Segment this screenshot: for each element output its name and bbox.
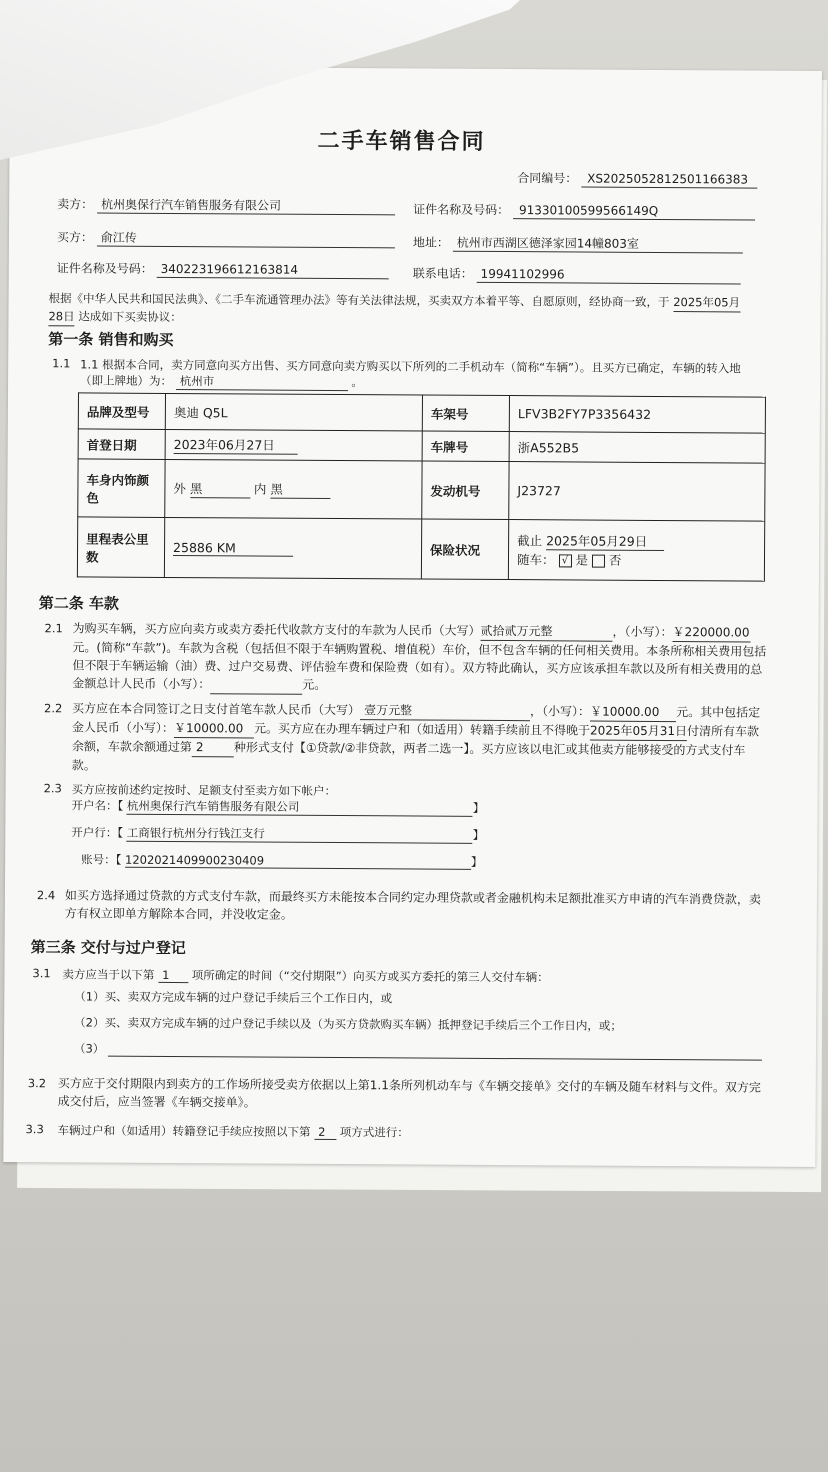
bracket: 】 xyxy=(472,827,485,842)
insurance-until xyxy=(517,531,756,551)
bracket: 】 xyxy=(472,800,485,815)
down-payment-uppercase: 壹万元整 xyxy=(360,701,530,721)
address-row xyxy=(413,234,743,253)
insurance-follow xyxy=(517,550,756,569)
seller-id-row xyxy=(413,201,755,220)
price-lowercase: ￥220000.00 xyxy=(673,623,751,642)
mileage-label: 里程表公里数 xyxy=(77,517,164,578)
account-bank: 工商银行杭州分行钱江支行 xyxy=(127,825,473,844)
article-3-heading: 第三条 交付与过户登记 xyxy=(30,938,186,958)
plate-label: 车牌号 xyxy=(422,431,509,462)
seller-id-value: 91330100599566149Q xyxy=(513,202,755,220)
delivery-option-3 xyxy=(74,1040,762,1060)
destination-period: 。 xyxy=(351,375,363,390)
phone-row xyxy=(413,265,741,284)
buyer-label: 买方： xyxy=(56,230,94,245)
seller-value: 杭州奥保行汽车销售服务有限公司 xyxy=(97,197,395,216)
table-row xyxy=(78,459,765,521)
phone-value: 19941102996 xyxy=(477,266,741,285)
clause-2-4-number: 2.4 xyxy=(36,888,56,903)
vin-value: LFV3B2FY7P3356432 xyxy=(509,396,765,434)
account-number-label: 账号：【 xyxy=(81,852,122,867)
interior-value: 黑 xyxy=(270,480,330,499)
checkbox-no xyxy=(592,555,605,568)
clause-2-2-d: 元。买方应在办理车辆过户和（如适用）转籍手续前且不得晚于 xyxy=(253,721,591,738)
reg-date-cell xyxy=(165,429,422,461)
buyer-row xyxy=(57,229,395,248)
clause-2-4: 如买方选择通过贷款的方式支付车款，而最终买方未能按本合同约定办理贷款或者金融机构未足额批准买方申请的汽车消费贷款，卖方有权立即单方解除本合同，并没收定金。 xyxy=(64,888,761,922)
preamble-date: 2025年05月 xyxy=(673,294,740,312)
destination-city: 杭州市 xyxy=(176,373,348,391)
clause-3-1-text xyxy=(62,966,548,985)
clause-3-3-number: 3.3 xyxy=(25,1122,44,1137)
account-name-row xyxy=(71,797,484,817)
clause-2-2-number: 2.2 xyxy=(44,701,63,716)
account-bank-row xyxy=(71,824,484,844)
buyer-value: 俞江传 xyxy=(97,230,395,249)
clause-2-1-c: 元。(简称“车款”)。车款为含税（包括但不限于车辆购置税、增值税）车价，但不包含车辆的任何相关费用。本条所称相关费用包括但不限于车辆运输（油）费、过户交易费、评估验车费和保险费（如有）。双方特此确认，买方应该承担车款以及所有相关费用的总金额总计人民币（小写）： xyxy=(72,640,767,692)
delivery-choice: 1 xyxy=(158,968,188,983)
destination-label: （即上牌地）为： xyxy=(80,373,173,388)
exterior-value: 黑 xyxy=(190,479,250,498)
bracket: 】 xyxy=(471,854,483,869)
clause-2-1-d: 元。 xyxy=(302,677,327,692)
delivery-option-3-label: （3） xyxy=(73,1041,105,1056)
mileage-value: 25886 KM xyxy=(173,540,293,557)
mileage-cell xyxy=(164,517,421,579)
insurance-cell xyxy=(508,520,764,582)
clause-2-3-text: 买方应按前述约定按时、足额支付至卖方如下帐户： xyxy=(71,782,337,799)
clause-1-1-destination xyxy=(80,372,363,391)
buyer-id-label: 证件名称及号码： xyxy=(56,261,153,276)
insurance-label: 保险状况 xyxy=(421,519,508,580)
clause-2-2-c: 元。其中包括定金人民币（小写）： xyxy=(71,705,761,736)
account-name: 杭州奥保行汽车销售服务有限公司 xyxy=(127,798,473,817)
insurance-until-label: 截止 xyxy=(517,533,543,549)
preamble-end: 达成如下买卖协议： xyxy=(78,309,182,325)
contract-title: 二手车销售合同 xyxy=(317,128,486,155)
clause-2-2-b: ，（小写）： xyxy=(530,704,591,719)
clause-3-1-number: 3.1 xyxy=(32,966,51,981)
contract-no-value: XS2025052812501166383 xyxy=(581,170,757,188)
clause-2-1-a: 为购买车辆，买方应向卖方或卖方委托代收款方支付的车款为人民币（大写） xyxy=(72,621,481,638)
interior-label: 内 xyxy=(253,481,267,497)
clause-2-2 xyxy=(72,699,766,778)
seller-row xyxy=(57,196,395,215)
color-label: 车身内饰颜色 xyxy=(78,459,165,518)
vin-label: 车架号 xyxy=(422,395,509,432)
yes-label: 是 xyxy=(575,552,589,568)
table-row xyxy=(78,429,765,463)
clause-3-1-a: 卖方应当于以下第 xyxy=(62,967,155,982)
delivery-option-2: （2）买、卖双方完成车辆的过户登记手续以及（为买方贷款购买车辆）抵押登记手续后三个工作日内，或； xyxy=(74,1015,623,1033)
reg-date-label: 首登日期 xyxy=(78,429,165,460)
clause-3-2: 买方应于交付期限内到卖方的工作场所接受卖方依据以上第1.1条所列机动车与《车辆交接单》交付的车辆及随车材料与文件。双方完成交付后，应当签署《车辆交接单》。 xyxy=(57,1076,761,1110)
contract-page xyxy=(3,66,822,1167)
contract-no xyxy=(517,170,757,188)
clause-2-1 xyxy=(72,619,766,697)
account-bank-label: 开户行：【 xyxy=(71,825,124,840)
clause-2-3-number: 2.3 xyxy=(43,781,62,796)
brand-label: 品牌及型号 xyxy=(78,393,165,430)
clause-2-2-f: 种形式支付【①贷款/②非贷款，两者二选一】。买方应该以电汇或其他卖方能够接受的方式支付车款。 xyxy=(71,740,746,773)
address-value: 杭州市西湖区德泽家园14幢803室 xyxy=(453,235,743,254)
reg-date-value: 2023年06月27日 xyxy=(174,435,298,455)
seller-label: 卖方： xyxy=(57,197,94,212)
plate-value: 浙A552B5 xyxy=(509,432,765,464)
vehicle-info-table xyxy=(77,392,766,581)
clause-3-2-number: 3.2 xyxy=(27,1076,47,1091)
insurance-follow-label: 随车： xyxy=(516,552,555,568)
seller-id-label: 证件名称及号码： xyxy=(413,202,510,218)
clause-2-2-a: 买方应在本合同签订之日支付首笔车款人民币（大写） xyxy=(72,701,361,718)
payment-method-choice: 2 xyxy=(192,738,234,757)
address-label: 地址： xyxy=(412,235,449,250)
color-cell xyxy=(165,459,422,519)
engine-label: 发动机号 xyxy=(422,461,509,520)
clause-2-1-b: ，（小写）： xyxy=(612,624,673,640)
table-row xyxy=(77,517,764,581)
clause-2-1-number: 2.1 xyxy=(44,621,63,636)
deposit-amount: ￥10000.00 xyxy=(174,719,254,738)
clause-2-2-e: 付清所有车款余额，车款余额通过第 xyxy=(71,724,760,755)
clause-1-1-text: 1.1 根据本合同，卖方同意向买方出售、买方同意向卖方购买以下所列的二手机动车（简称“车辆”）。且买方已确定，车辆的转入地 xyxy=(80,357,741,376)
contract-no-label: 合同编号： xyxy=(517,171,578,186)
article-1-heading: 第一条 销售和购买 xyxy=(48,330,174,350)
insurance-date: 2025年05月29日 xyxy=(546,531,664,551)
phone-label: 联系电话： xyxy=(412,266,473,281)
account-number: 1202021409900230409 xyxy=(125,853,471,870)
article-2-heading: 第二条 车款 xyxy=(38,594,120,613)
preamble-day: 28日 xyxy=(48,308,74,326)
clause-3-3-a: 车辆过户和（如适用）转籍登记手续应按照以下第 xyxy=(57,1123,311,1139)
delivery-option-1: （1）买、卖双方完成车辆的过户登记手续后三个工作日内，或 xyxy=(74,989,393,1006)
transfer-choice: 2 xyxy=(314,1125,336,1140)
account-number-row xyxy=(81,851,482,869)
price-uppercase: 贰拾贰万元整 xyxy=(481,622,613,642)
checkbox-yes: √ xyxy=(558,554,571,567)
no-label: 否 xyxy=(608,552,622,568)
preamble xyxy=(48,290,768,330)
clause-3-3-text xyxy=(57,1122,408,1140)
table-row xyxy=(78,393,765,433)
account-name-label: 开户名：【 xyxy=(71,798,124,813)
clause-1-1-number: 1.1 xyxy=(52,356,71,371)
balance-deadline: 2025年05月31日 xyxy=(590,722,687,742)
clause-3-1-b: 项所确定的时间（“交付期限”）向买方或买方委托的第三人交付车辆： xyxy=(191,968,549,985)
brand-value: 奥迪 Q5L xyxy=(165,393,422,431)
buyer-id-value: 340223196612163814 xyxy=(157,261,389,279)
exterior-label: 外 xyxy=(173,481,186,497)
preamble-text: 根据《中华人民共和国民法典》、《二手车流通管理办法》等有关法律法规，买卖双方本着平等、自愿原则，经协商一致，于 xyxy=(48,291,670,310)
buyer-id-row xyxy=(57,260,389,279)
down-payment-lowercase: ￥10000.00 xyxy=(590,703,676,723)
engine-value: J23727 xyxy=(509,462,765,522)
clause-3-3-b: 项方式进行： xyxy=(339,1125,409,1140)
